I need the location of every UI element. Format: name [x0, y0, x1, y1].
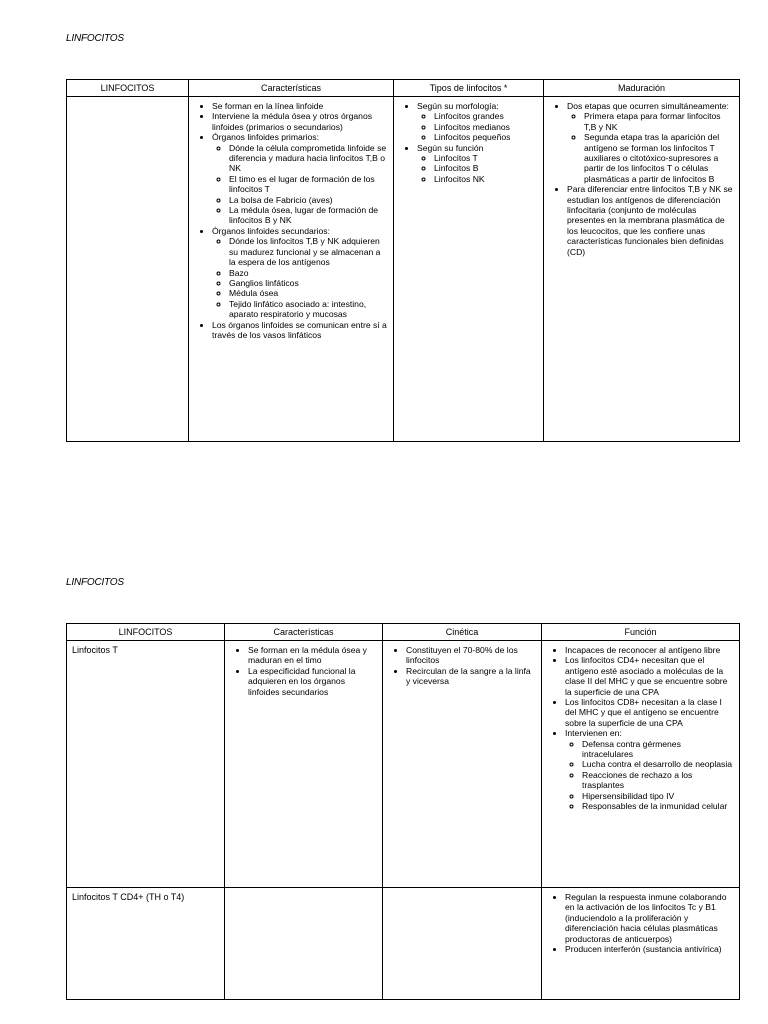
- list-item-text: Se forman en la línea linfoide: [212, 101, 324, 111]
- list-item: [248, 666, 377, 697]
- header-caracteristicas: Características: [189, 80, 394, 97]
- list-item: [248, 645, 377, 666]
- list-item: [567, 101, 734, 184]
- sub-list-item: ◦ Responsables de la inmunidad celular: [582, 801, 734, 811]
- header-cinetica: Cinética: [383, 624, 542, 641]
- list-item-text: Se forman en la médula ósea y maduran en el timo: [248, 645, 367, 666]
- section-2-title: LINFOCITOS: [66, 577, 124, 588]
- header-maduracion: Maduración: [544, 80, 740, 97]
- list-item: [565, 728, 734, 811]
- list-item: [212, 226, 388, 320]
- sub-list-item: ◦ Ganglios linfáticos: [229, 278, 388, 288]
- header-tipos: Tipos de linfocitos *: [394, 80, 544, 97]
- sub-list: [212, 236, 388, 319]
- sub-list-item: ◦ Primera etapa para formar linfocitos T,B y NK: [584, 111, 734, 132]
- sub-list-item: ◦ Lucha contra el desarrollo de neoplasia: [582, 759, 734, 769]
- cell-caracteristicas: [225, 641, 383, 888]
- list-item: [406, 666, 536, 687]
- list-item-text: Incapaces de reconocer al antígeno libre: [565, 645, 721, 655]
- row-label-linfocitos-t-cd4: Linfocitos T CD4+ (TH o T4): [67, 888, 225, 1000]
- header-funcion: Función: [542, 624, 740, 641]
- sub-list-item: ◦ Defensa contra gérmenes intracelulares: [582, 739, 734, 760]
- sub-list-item: ◦ Tejido linfático asociado a: intestino, aparato respiratorio y mucosas: [229, 299, 388, 320]
- sub-list-item: ◦ La médula ósea, lugar de formación de linfocitos B y NK: [229, 205, 388, 226]
- cell-funcion: [542, 641, 740, 888]
- list-item: [212, 320, 388, 341]
- list-item: [406, 645, 536, 666]
- list-item: [212, 111, 388, 132]
- list-item: [567, 184, 734, 257]
- sub-list-item: ◦ Linfocitos grandes: [434, 111, 538, 121]
- sub-list: [567, 111, 734, 184]
- list-item-text: La especificidad funcional la adquieren en los órganos linfoides secundarios: [248, 665, 356, 697]
- list-item-text: Producen interferón (sustancia antivírica): [565, 944, 722, 955]
- cell-cinetica: [383, 641, 542, 888]
- list-item: [565, 892, 734, 944]
- sub-list-item: ◦ Dónde los linfocitos T,B y NK adquieren su madurez funcional y se almacenan a la espera de los antígenos: [229, 236, 388, 267]
- sub-list: [417, 153, 538, 184]
- list-item-text: Según su función: [417, 142, 484, 153]
- list-item: [417, 143, 538, 185]
- sub-list-item: ◦ El timo es el lugar de formación de los linfocitos T: [229, 174, 388, 195]
- list-item-text: Interviene la médula ósea y otros órganos linfoides (primarios o secundarios): [212, 111, 373, 132]
- sub-list-item: ◦ Dónde la célula comprometida linfoide se diferencia y madura hacia linfocitos T,B o NK: [229, 143, 388, 174]
- list-item: [565, 944, 734, 954]
- sub-list-item: ◦ Linfocitos NK: [434, 174, 538, 184]
- cell-tipos: [394, 97, 544, 442]
- list-item-text: Recirculan de la sangre a la linfa y viceversa: [406, 665, 531, 687]
- cell-empty: [67, 97, 189, 442]
- list-item: [565, 655, 734, 697]
- list-item: [565, 645, 734, 655]
- linfocitos-table-2: [66, 623, 740, 1000]
- list-item: [565, 697, 734, 728]
- list-item: [212, 132, 388, 226]
- list-item-text: Regulan la respuesta inmune colaborando en la activación de los linfocitos Tc y B1 (induciendolo a la proliferación y diferenciación hacia células plasmáticas productoras de anticuerpos): [565, 892, 727, 944]
- sub-list-item: ◦ Reacciones de rechazo a los trasplantes: [582, 770, 734, 791]
- sub-list-item: ◦ Segunda etapa tras la aparición del antígeno se forman los linfocitos T auxiliares o citotóxico-supresores a partir de los linfocitos T o células plasmáticas a partir de linfocitos B: [584, 132, 734, 184]
- section-1-title: LINFOCITOS: [66, 33, 124, 44]
- header-linfocitos: LINFOCITOS: [67, 80, 189, 97]
- cell-cinetica: [383, 888, 542, 1000]
- list-item-text: Intervienen en:: [565, 728, 622, 739]
- list-item-text: Constituyen el 70-80% de los linfocitos: [406, 645, 518, 666]
- list-item-text: Órganos linfoides primarios:: [212, 132, 319, 143]
- sub-list: [212, 143, 388, 226]
- list-item-text: Según su morfología:: [417, 101, 499, 111]
- linfocitos-table-1: [66, 79, 740, 442]
- cell-caracteristicas: [189, 97, 394, 442]
- list-item-text: Órganos linfoides secundarios:: [212, 225, 330, 236]
- row-label-linfocitos-t: Linfocitos T: [67, 641, 225, 888]
- sub-list: [565, 739, 734, 812]
- sub-list-item: ◦ Médula ósea: [229, 288, 388, 298]
- list-item-text: Los linfocitos CD4+ necesitan que el antígeno esté asociado a moléculas de la clase II del MHC y que se encuentre sobre la superficie de una CPA: [565, 655, 728, 697]
- sub-list-item: ◦ Linfocitos T: [434, 153, 538, 163]
- sub-list-item: ◦ Linfocitos medianos: [434, 122, 538, 132]
- list-item-text: Los linfocitos CD8+ necesitan a la clase I del MHC y que el antígeno se encuentre sobre la superficie de una CPA: [565, 697, 722, 728]
- list-item: [417, 101, 538, 143]
- cell-maduracion: [544, 97, 740, 442]
- header-linfocitos: LINFOCITOS: [67, 624, 225, 641]
- header-caracteristicas: Características: [225, 624, 383, 641]
- list-item-text: Los órganos linfoides se comunican entre sí a través de los vasos linfáticos: [212, 319, 387, 340]
- sub-list-item: ◦ La bolsa de Fabricio (aves): [229, 195, 388, 205]
- list-item-text: Para diferenciar entre linfocitos T,B y NK se estudian los antígenos de diferenciación linfocitaria (conjunto de moléculas presentes en la membrana plasmática de los leucocitos, que les confiere unas características funcionales bien definidas (CD): [567, 184, 733, 257]
- list-item: [212, 101, 388, 111]
- sub-list-item: ◦ Linfocitos pequeños: [434, 132, 538, 142]
- sub-list-item: ◦ Bazo: [229, 268, 388, 278]
- cell-caracteristicas: [225, 888, 383, 1000]
- list-item-text: Dos etapas que ocurren simultáneamente:: [567, 101, 729, 111]
- sub-list: [417, 111, 538, 142]
- sub-list-item: ◦ Linfocitos B: [434, 163, 538, 173]
- cell-funcion: [542, 888, 740, 1000]
- sub-list-item: ◦ Hipersensibilidad tipo IV: [582, 791, 734, 801]
